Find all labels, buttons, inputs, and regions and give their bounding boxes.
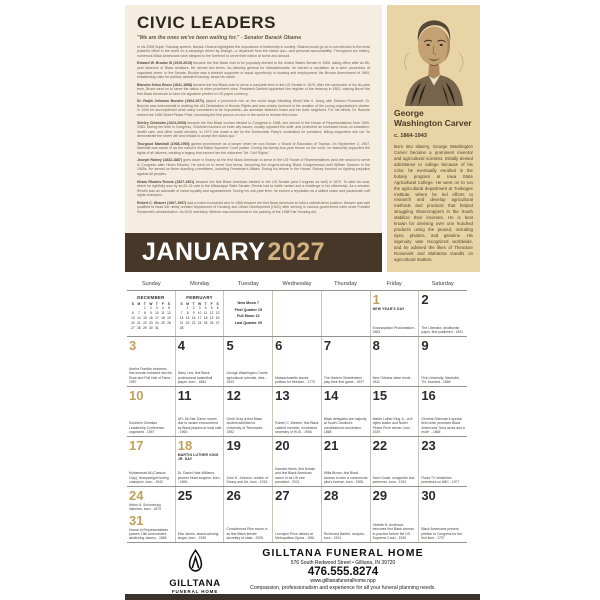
mini-date: 2 <box>192 306 195 311</box>
calendar-cell <box>223 337 272 386</box>
event-text: Gene Gray is first Black student admitted to University of Tennessee - 1952 <box>226 417 265 434</box>
calendar-week-row <box>127 386 467 436</box>
date-number: 28 <box>323 488 339 503</box>
paragraph-lead: Shirley Chisholm (1924-2005) <box>137 120 188 125</box>
mini-date: 10 <box>155 311 159 316</box>
mini-date: 18 <box>161 316 165 321</box>
editorial-paragraph: Shirley Chisholm (1924-2005) became the first Black woman elected to Congress in 1968; she served in the House of Representatives from 1969-1983. During her time in Congress, Chisholm focused on inner-city issues, vocally opposed the draft, and promoted an increased focus on education, health care, and other social services. In 1972 she made a bid for the Democratic Party's nomination for president, telling supporters she ran "to demonstrate the sheer will and refusal to accept the status quo." <box>137 120 370 139</box>
event-text: Harry Lew, first Black professional basketball player, born - 1884 <box>177 371 213 384</box>
calendar-cell <box>175 337 224 386</box>
mini-calendar-title: DECEMBER <box>137 295 165 300</box>
calendar-cell <box>223 437 272 486</box>
calendar-cell <box>370 337 419 386</box>
calendar-week-row <box>127 290 467 336</box>
mini-date: 1 <box>143 306 146 311</box>
mini-date: 1 <box>186 306 189 311</box>
mini-day-letter: W <box>198 301 202 306</box>
event-text: New Orleans slave revolt - 1811 <box>372 375 413 384</box>
mini-calendar-title: FEBRUARY <box>186 295 213 300</box>
calendar-cell <box>127 487 175 542</box>
date-number: 21 <box>323 438 339 453</box>
mini-date <box>166 326 172 331</box>
mini-calendar <box>178 293 222 331</box>
date-number: 4 <box>177 338 185 353</box>
calendar-cell <box>321 487 370 542</box>
moon-phase: Full Moon 22 <box>237 314 260 318</box>
weekday-header: Tuesday <box>237 280 259 287</box>
mini-date: 8 <box>186 311 189 316</box>
paragraph-lead: Hiram Rhodes Revels (1827-1901) <box>137 179 196 184</box>
mini-date: 7 <box>180 311 183 316</box>
date-number: 8 <box>372 338 380 353</box>
mini-date: 7 <box>137 311 140 316</box>
calendar-page <box>125 0 480 600</box>
event-text: Condoleezza Rice sworn in as first Black female secretary of state - 2005 <box>226 527 268 540</box>
event-text: Black delegates are majority at South Carolina's constitutional convention - 1868 <box>323 417 367 434</box>
calendar-grid <box>127 277 467 543</box>
mini-date: 15 <box>143 316 147 321</box>
event-text: George Washington Carver, agricultural scientist, dies - 1943 <box>226 371 269 384</box>
mini-date: 9 <box>192 311 195 316</box>
event-text: Violette N. Anderson becomes first Black woman to practice before the US Supreme Court - 1926 <box>372 523 414 540</box>
calendar-cell <box>175 487 224 542</box>
event-text: AFL All-Star Game moves due to racism encountered by Black players at local cafe - 1965 <box>177 417 222 434</box>
mini-date: 22 <box>143 321 147 326</box>
mini-date: 19 <box>209 316 214 321</box>
calendar-cell <box>272 387 321 436</box>
mini-date: 12 <box>209 311 214 316</box>
date-number: 22 <box>372 438 388 453</box>
event-text: Sam Cooke, songwriter and performer, born - 1931 <box>372 475 415 484</box>
calendar-cell <box>418 291 467 336</box>
event-text: Leontyne Price debuts at Metropolitan Opera - 1961 <box>275 531 315 540</box>
profile-name: George Washington Carver <box>394 108 472 128</box>
mini-date: 4 <box>161 306 164 311</box>
mini-date: 22 <box>185 321 190 326</box>
mini-day-letter: T <box>192 301 195 306</box>
paragraph-lead: Thurgood Marshall (1908-1993) <box>137 141 192 146</box>
calendar-cell <box>272 337 321 386</box>
calendar-cell <box>272 291 321 336</box>
business-website: www.gilltanafuneralhome.npp <box>310 577 376 584</box>
mini-date: 24 <box>197 321 202 326</box>
calendar-cell <box>321 291 370 336</box>
paragraph-lead: Edward W. Brooke III (1919-2015) <box>137 61 194 66</box>
mini-day-letter: S <box>180 301 183 306</box>
mini-date: 9 <box>149 311 152 316</box>
mini-date: 29 <box>143 326 147 331</box>
date-number: 18 <box>177 438 193 453</box>
date-number: 15 <box>372 388 388 403</box>
mini-day-letter: M <box>137 301 141 306</box>
mini-calendar-grid <box>179 302 221 332</box>
event-text: Martin Luther King Jr., civil rights leader and Nobel Peace Prize winner, born - 1929 <box>372 417 413 434</box>
moon-phase: Last Quarter 29 <box>234 320 262 325</box>
paragraph-lead: Robert C. Weaver (1907-1997) <box>137 200 188 205</box>
mini-date: 3 <box>198 306 201 311</box>
date-number: 6 <box>275 338 283 353</box>
calendar-week-row <box>127 486 467 542</box>
date-number: 27 <box>275 488 290 503</box>
paragraph-lead: Blanche Kelso Bruce (1841-1898) <box>137 82 194 87</box>
mini-date: 11 <box>161 311 165 316</box>
event-text: Willa Brown, first Black woman to earn a commercial pilot's license, born - 1906 <box>323 471 368 484</box>
date-number: 31 <box>129 512 144 528</box>
mini-date: 25 <box>161 321 165 326</box>
event-text: Etta James, award-winning singer, born - 1938 <box>177 531 219 540</box>
event-text: Roots TV miniseries premieres on ABC - 1977 <box>421 475 460 484</box>
mini-date: 6 <box>216 306 219 311</box>
date-number: 5 <box>226 338 234 353</box>
weekday-header: Wednesday <box>282 280 312 287</box>
event-text: Kamala Harris, first female and first Black American, sworn in as US vice president - 2021 <box>275 467 316 484</box>
mini-day-letter: M <box>186 301 189 306</box>
calendar-week-row <box>127 436 467 486</box>
event-text: The Liberator, abolitionist paper, first published - 1831 <box>421 325 464 334</box>
event-text: Black Americans present petition to Congress for the first time - 1797 <box>421 527 463 540</box>
profile-sidebar <box>387 5 480 272</box>
moon-phase: New Moon 7 <box>237 301 260 305</box>
mini-date: 26 <box>209 321 214 326</box>
editorial-paragraph: In his 2008 Super Tuesday speech, Barack Obama highlighted the importance of leadership in society. Obama would go on to win election to the most powerful office in the world on a campaign driven by change—a departure from the status quo—and personal accountability. Throughout our history, numerous Black Americans have stepped to the forefront to serve their nation at home and abroad. <box>137 44 370 58</box>
calendar-cell <box>127 337 175 386</box>
mini-date: 5 <box>167 306 170 311</box>
mini-date: 17 <box>197 316 202 321</box>
editorial-paragraphs <box>137 45 370 215</box>
mini-date <box>215 326 221 331</box>
business-address: 576 South Redwood Street • Gilltana, IN 39720 <box>290 559 396 566</box>
mini-date: 20 <box>131 321 135 326</box>
mini-date: 27 <box>131 326 135 331</box>
mini-date: 16 <box>191 316 196 321</box>
date-number: 9 <box>421 338 429 353</box>
calendar-cell <box>223 387 272 436</box>
mini-date: 20 <box>215 316 220 321</box>
calendar-cell <box>175 291 224 336</box>
event-text: John H. Johnson, creator of Ebony and Jet, born - 1918 <box>226 475 269 484</box>
quote-line: "We are the ones we've been waiting for." - Senator Barack Obama <box>137 34 302 41</box>
mini-date: 14 <box>137 316 141 321</box>
mini-date: 13 <box>131 316 135 321</box>
date-number: 13 <box>275 388 290 403</box>
mini-day-letter: T <box>143 301 146 306</box>
date-number: 24 <box>129 488 144 503</box>
event-text: General Sherman's special field order promises Black Americans "forty acres and a mule" - 1865 <box>421 417 465 434</box>
mini-calendar-grid <box>130 302 172 332</box>
editorial-paragraph: Joseph Rainey (1832-1887) goes down in history as the first Black American to serve in the US House of Representatives (and the second to serve in Congress after Hiram Revels). He went on to serve four terms, becoming the longest-serving Black Congressman until William Dawson in the 1950s. He served on three standing committees, including Freedman's Affairs. During his tenure in the House, Rainey focused on fighting prejudice against all peoples. <box>137 158 370 176</box>
calendar-cell <box>370 437 419 486</box>
logo-subtitle: FUNERAL HOME <box>171 588 219 594</box>
calendar-cell <box>175 437 224 486</box>
date-number: 30 <box>421 488 436 503</box>
flame-icon <box>186 549 205 573</box>
calendar-cell <box>418 487 467 542</box>
date-number: 11 <box>177 388 192 403</box>
weekday-header-row <box>127 277 467 290</box>
mini-day-letter: S <box>131 301 134 306</box>
date-number: 25 <box>177 488 193 503</box>
editorial-paragraph: Robert C. Weaver (1907-1997) was a noted economist who in 1966 became the first Black American to hold a cabinet-level position. Weaver was well qualified to head the newly created Department of Housing and Urban Development (HUD) after serving in various government roles since Franklin Roosevelt's administration. As HUD secretary, Weaver was instrumental in the passing of the 1968 Fair Housing Act. <box>137 200 371 214</box>
event-text: Massachusetts slaves petition for freedom - 1773 <box>275 375 315 384</box>
mini-date: 4 <box>204 306 207 311</box>
banner-year: 2027 <box>267 238 326 266</box>
calendar-week-row <box>127 336 467 386</box>
mini-date: 2 <box>149 306 152 311</box>
mini-date: 8 <box>143 311 146 316</box>
mini-date: 26 <box>167 321 171 326</box>
holiday-label: NEW YEAR'S DAY <box>372 307 405 311</box>
page-title: CIVIC LEADERS <box>137 13 277 32</box>
mini-date: 19 <box>167 316 171 321</box>
editorial-paragraph: Thurgood Marshall (1908-1993) gained prominence as a lawyer when he won Brown v. Board of Education of Topeka. On September 2, 1967, Marshall was sworn in as the nation's first Black Supreme Court justice. During his twenty-four-year tenure on the court, he staunchly supported the rights of all citizens, creating a legacy that earned him the nickname "Mr. Civil Rights." <box>137 141 371 155</box>
mini-date: 28 <box>179 326 184 331</box>
mini-date: 11 <box>203 311 208 316</box>
mini-day-letter: F <box>161 301 164 306</box>
calendar-cell <box>370 487 419 542</box>
editorial-paragraph: Hiram Rhodes Revels (1827-1901) became the first Black American elected to the US Senate (and Congress as well) in 1870. To take his seat, which he rightfully won by an 81-15 vote in the Mississippi State Senate, Revels had to battle racism and a challenge to his citizenship. As a senator, Revels was an advocate of racial equality and appeasement. During his one-year term, he earned a reputation as a skilled orator and passionate civil rights champion. <box>137 179 371 198</box>
mini-date: 5 <box>210 306 213 311</box>
event-text: Muhammad Ali (Cassius Clay), heavyweight boxing champion, born - 1942 <box>129 471 169 484</box>
mini-date: 16 <box>149 316 153 321</box>
advertiser-logo <box>153 549 237 594</box>
date-number: 20 <box>275 438 290 453</box>
calendar-cell <box>272 437 321 486</box>
mini-date: 12 <box>167 311 171 316</box>
event-text: Arthur A. Schomburg, historian, born - 1874 <box>129 503 162 512</box>
date-number: 14 <box>323 388 339 403</box>
month-banner <box>125 233 382 272</box>
mini-date: 23 <box>149 321 153 326</box>
calendar-cell <box>127 437 175 486</box>
mini-date: 23 <box>191 321 196 326</box>
calendar-cell <box>127 291 175 336</box>
weekday-header: Friday <box>386 280 402 287</box>
calendar-cell <box>321 337 370 386</box>
advertiser-info <box>231 548 455 591</box>
date-number: 29 <box>372 488 388 503</box>
business-name: GILLTANA FUNERAL HOME <box>262 547 424 559</box>
calendar-cell <box>127 387 175 436</box>
calendar-cell <box>321 437 370 486</box>
profile-years: c. 1864-1943 <box>394 133 427 140</box>
banner-month: JANUARY <box>142 238 266 266</box>
mini-date: 15 <box>185 316 190 321</box>
event-text: Robert C. Weaver, first Black cabinet member, nominated secretary of HUD - 1966 <box>275 421 319 434</box>
editorial-paragraph: Dr. Ralph Johnson Bunche (1904-1971) played a prominent role on the world stage following World War II. Along with Eleanor Roosevelt, Dr. Bunche was instrumental in drafting the UN Declaration of Human Rights and was closely involved in the creation of the young organization's charter. In 1949 he accomplished what many considered to be impossible—an armistice between Israel and her Arab neighbors. For his efforts, Dr. Bunche earned the 1950 Nobel Peace Prize, becoming the first person of color in the world to receive this honor. <box>137 99 370 117</box>
mini-day-letter: S <box>216 301 219 306</box>
date-number: 2 <box>421 292 429 307</box>
calendar-cell <box>223 291 272 336</box>
mini-date: 13 <box>215 311 220 316</box>
logo-name: GILLTANA <box>169 578 221 589</box>
editorial-paragraph: Blanche Kelso Bruce (1841-1898) became the first Black man to serve a complete term in the US Senate in 1875. After the conclusion of his six-year term, Bruce went on to serve the nation in other prominent roles. President Garfield appointed him register of the treasury in 1881, making Bruce the first Black American to have his signature printed on US paper currency. <box>137 82 370 96</box>
event-text: Aretha Franklin becomes first woman inducted into the Rock and Roll Hall of Fame - 1987 <box>129 367 173 384</box>
date-number: 1 <box>372 292 380 307</box>
date-number: 10 <box>129 388 144 403</box>
date-number: 17 <box>129 438 144 453</box>
moon-phase: First Quarter 15 <box>234 307 263 312</box>
calendar-cell <box>223 487 272 542</box>
date-number: 23 <box>421 438 436 453</box>
mini-date: 14 <box>179 316 184 321</box>
editorial-section <box>125 5 382 233</box>
weekday-header: Saturday <box>431 280 454 287</box>
calendar-cell <box>370 387 419 436</box>
date-number: 19 <box>226 438 241 453</box>
editorial-paragraph: Edward W. Brooke III (1919-2015) became the first Black man to be popularly elected to the United States Senate in 1966, taking office after an 85-year absence of Black senators. He served two terms. As attorney general for Massachusetts, he earned a reputation as a stern prosecutor of organized crime. In the Senate, Brooke was a staunch supporter of equal opportunity in housing and employment; the Brooke Amendment of 1969, establishing rules for publicly assisted housing, bears his name. <box>137 61 370 80</box>
calendar-cell <box>321 387 370 436</box>
mini-date: 6 <box>131 311 134 316</box>
mini-day-letter: S <box>167 301 170 306</box>
weekday-header: Sunday <box>141 280 161 287</box>
mini-date: 18 <box>203 316 208 321</box>
event-text: Fisk University, Nashville, TN, founded - 1866 <box>421 375 460 384</box>
portrait-image <box>395 14 473 106</box>
calendar-cell <box>418 437 467 486</box>
mini-day-letter: T <box>204 301 207 306</box>
calendar-cell <box>418 337 467 386</box>
event-text: House of Representatives passes 13th Amendment abolishing slavery - 1865 <box>129 527 169 540</box>
calendar-cell <box>370 291 419 336</box>
profile-bio: Born into slavery, George Washington Carver became a prominent inventor and agricultural scientist. Initially denied admittance to college because of his color, he eventually enrolled in the botany program at Iowa State Agricultural College. He went on to run the agricultural department at Tuskegee Institute, where he led efforts to research and develop agricultural methods and products that helped struggling sharecroppers in the South stabilize their incomes. He is best known for devising over one hundred products using the peanut, including dyes, plastics, and gasoline. His ingenuity was recognized worldwide, and he advised the likes of Theodore Roosevelt and Mahatma Gandhi on agricultural matters. <box>394 144 473 262</box>
weekday-header: Thursday <box>334 280 358 287</box>
event-text: The Harlem Globetrotters play their first game - 1927 <box>323 375 365 384</box>
mini-day-letter: W <box>149 301 153 306</box>
calendar-cell <box>175 387 224 436</box>
mini-date: 21 <box>179 321 184 326</box>
event-text: Dr. Daniel Hale Williams, pioneer heart surgeon, born - 1856 <box>177 471 220 484</box>
mini-date: 27 <box>215 321 220 326</box>
moon-phases <box>226 293 270 325</box>
mini-day-letter: T <box>155 301 158 306</box>
holiday-label: MARTIN LUTHER KING JR. DAY <box>177 453 219 461</box>
event-text: Richmond Barthé, sculptor, born - 1901 <box>323 531 365 540</box>
mini-date: 3 <box>155 306 158 311</box>
event-text: Southern Christian Leadership Conference organized - 1957 <box>129 421 165 434</box>
paragraph-lead: Dr. Ralph Johnson Bunche (1904-1971) <box>137 99 206 104</box>
date-number: 26 <box>226 488 241 503</box>
calendar-grid-body <box>127 290 467 543</box>
page-bottom-edge <box>125 594 480 600</box>
date-number: 3 <box>129 338 137 353</box>
mini-date: 21 <box>137 321 141 326</box>
mini-date: 31 <box>155 326 159 331</box>
paragraph-lead: Joseph Rainey (1832-1887) <box>137 158 184 163</box>
business-phone: 476.555.8274 <box>307 565 379 578</box>
event-text: Emancipation Proclamation - 1863 <box>372 325 416 334</box>
calendar-cell <box>272 487 321 542</box>
mini-date: 10 <box>197 311 202 316</box>
mini-day-letter: F <box>210 301 213 306</box>
mini-calendar <box>129 293 173 331</box>
weekday-header: Monday <box>190 280 210 287</box>
business-tagline: Compassion, professionalism and experience for all your funeral planning needs. <box>250 584 436 591</box>
mini-date: 30 <box>149 326 153 331</box>
date-number: 16 <box>421 388 436 403</box>
advertiser-footer <box>125 544 480 594</box>
mini-date: 24 <box>155 321 159 326</box>
date-number: 7 <box>323 338 332 353</box>
mini-date: 17 <box>155 316 159 321</box>
calendar-cell <box>418 387 467 436</box>
mini-date: 25 <box>203 321 208 326</box>
date-number: 12 <box>226 388 241 403</box>
mini-date: 28 <box>137 326 141 331</box>
